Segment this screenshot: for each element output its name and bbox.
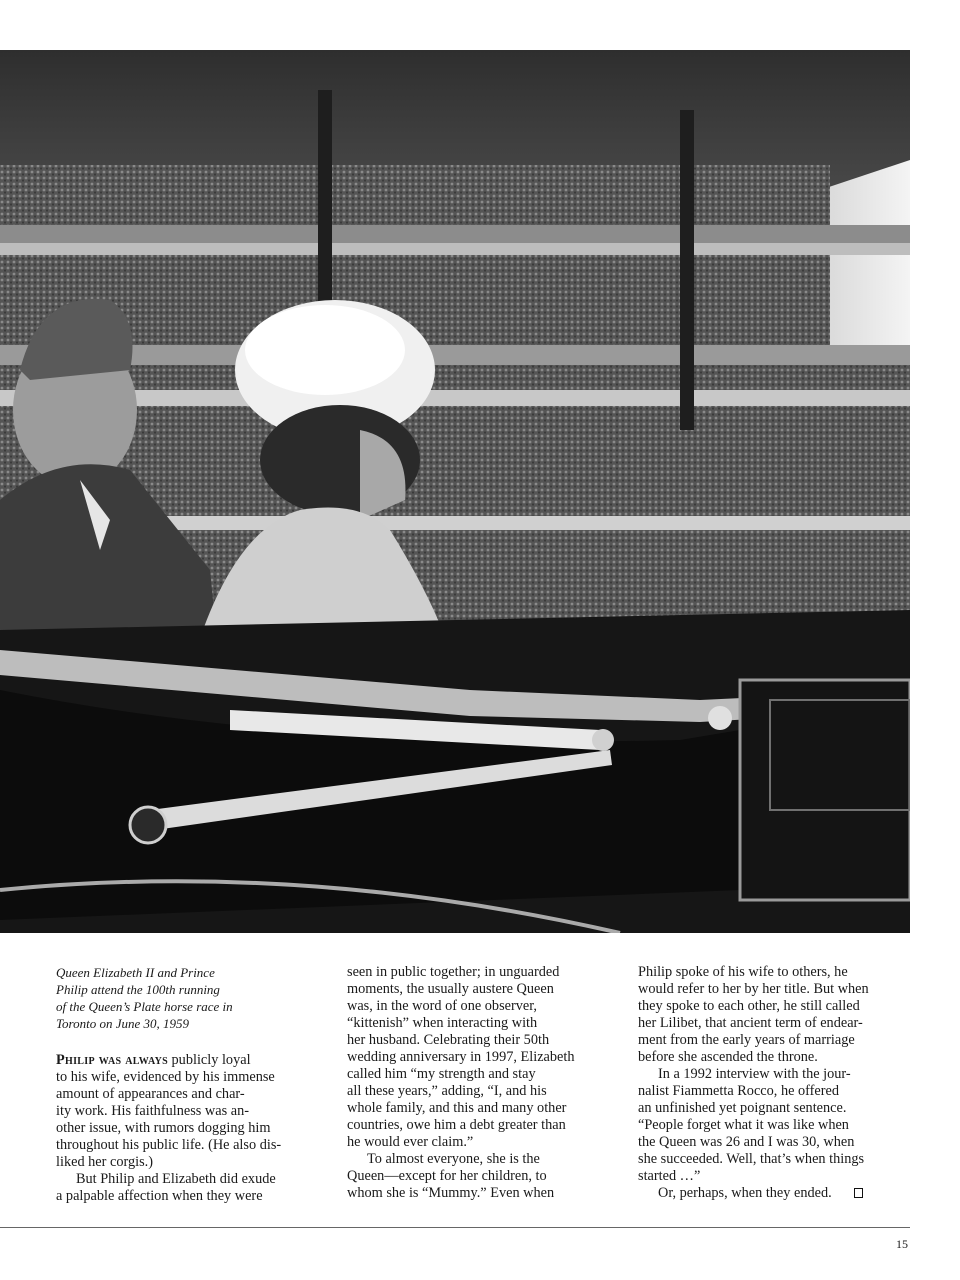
- body-line: whom she is “Mummy.” Even when: [347, 1185, 555, 1201]
- body-line: In a 1992 interview with the jour-: [658, 1066, 851, 1082]
- article-column-3: [638, 964, 910, 1202]
- end-of-article-icon: [854, 1188, 863, 1198]
- body-line: seen in public together; in unguarded: [347, 964, 560, 980]
- body-line: a palpable affection when they were: [56, 1188, 263, 1204]
- queen-and-philip-photo: [0, 50, 910, 933]
- body-line: But Philip and Elizabeth did exude: [76, 1171, 276, 1187]
- article-column-1: [56, 964, 328, 1205]
- body-line: ment from the early years of marriage: [638, 1032, 855, 1048]
- caption-line: Philip attend the 100th running: [56, 982, 220, 997]
- photo-caption: [56, 964, 328, 1032]
- lead-in: Philip was always: [56, 1052, 168, 1068]
- body-line: was, in the word of one observer,: [347, 998, 537, 1014]
- body-line: countries, owe him a debt greater than: [347, 1117, 566, 1133]
- body-line: he would ever claim.”: [347, 1134, 474, 1150]
- body-line: To almost everyone, she is the: [367, 1151, 540, 1167]
- body-line: Philip was always publicly loyal: [56, 1052, 251, 1068]
- body-line: “kittenish” when interacting with: [347, 1015, 538, 1031]
- body-line: ity work. His faithfulness was an-: [56, 1103, 249, 1119]
- page-number: 15: [896, 1237, 908, 1251]
- body-line: moments, the usually austere Queen: [347, 981, 554, 997]
- body-line-final: Or, perhaps, when they ended.: [638, 1185, 910, 1202]
- body-line: started …”: [638, 1168, 701, 1184]
- caption-line: Queen Elizabeth II and Prince: [56, 965, 215, 980]
- article-column-2: [347, 964, 619, 1202]
- body-line: “People forget what it was like when: [638, 1117, 849, 1133]
- body-line: to his wife, evidenced by his immense: [56, 1069, 275, 1085]
- body-line: she succeeded. Well, that’s when things: [638, 1151, 865, 1167]
- body-line: amount of appearances and char-: [56, 1086, 245, 1102]
- body-line: an unfinished yet poignant sentence.: [638, 1100, 847, 1116]
- body-line: would refer to her by her title. But when: [638, 981, 869, 997]
- body-line: Queen—except for her children, to: [347, 1168, 547, 1184]
- body-line: her husband. Celebrating their 50th: [347, 1032, 550, 1048]
- body-line: the Queen was 26 and I was 30, when: [638, 1134, 855, 1150]
- body-line: Philip spoke of his wife to others, he: [638, 964, 848, 980]
- body-line: other issue, with rumors dogging him: [56, 1120, 271, 1136]
- body-line: wedding anniversary in 1997, Elizabeth: [347, 1049, 575, 1065]
- article-photo: [0, 50, 910, 933]
- body-line: all these years,” adding, “I, and his: [347, 1083, 547, 1099]
- body-line: her Lilibet, that ancient term of endear-: [638, 1015, 863, 1031]
- body-line: before she ascended the throne.: [638, 1049, 818, 1065]
- body-line: liked her corgis.): [56, 1154, 154, 1170]
- body-line: they spoke to each other, he still called: [638, 998, 860, 1014]
- body-line: nalist Fiammetta Rocco, he offered: [638, 1083, 840, 1099]
- caption-line: Toronto on June 30, 1959: [56, 1016, 190, 1031]
- caption-line: of the Queen’s Plate horse race in: [56, 999, 233, 1014]
- body-line: throughout his public life. (He also dis-: [56, 1137, 282, 1153]
- body-line: called him “my strength and stay: [347, 1066, 536, 1082]
- body-line: whole family, and this and many other: [347, 1100, 567, 1116]
- footer-rule: [0, 1227, 910, 1228]
